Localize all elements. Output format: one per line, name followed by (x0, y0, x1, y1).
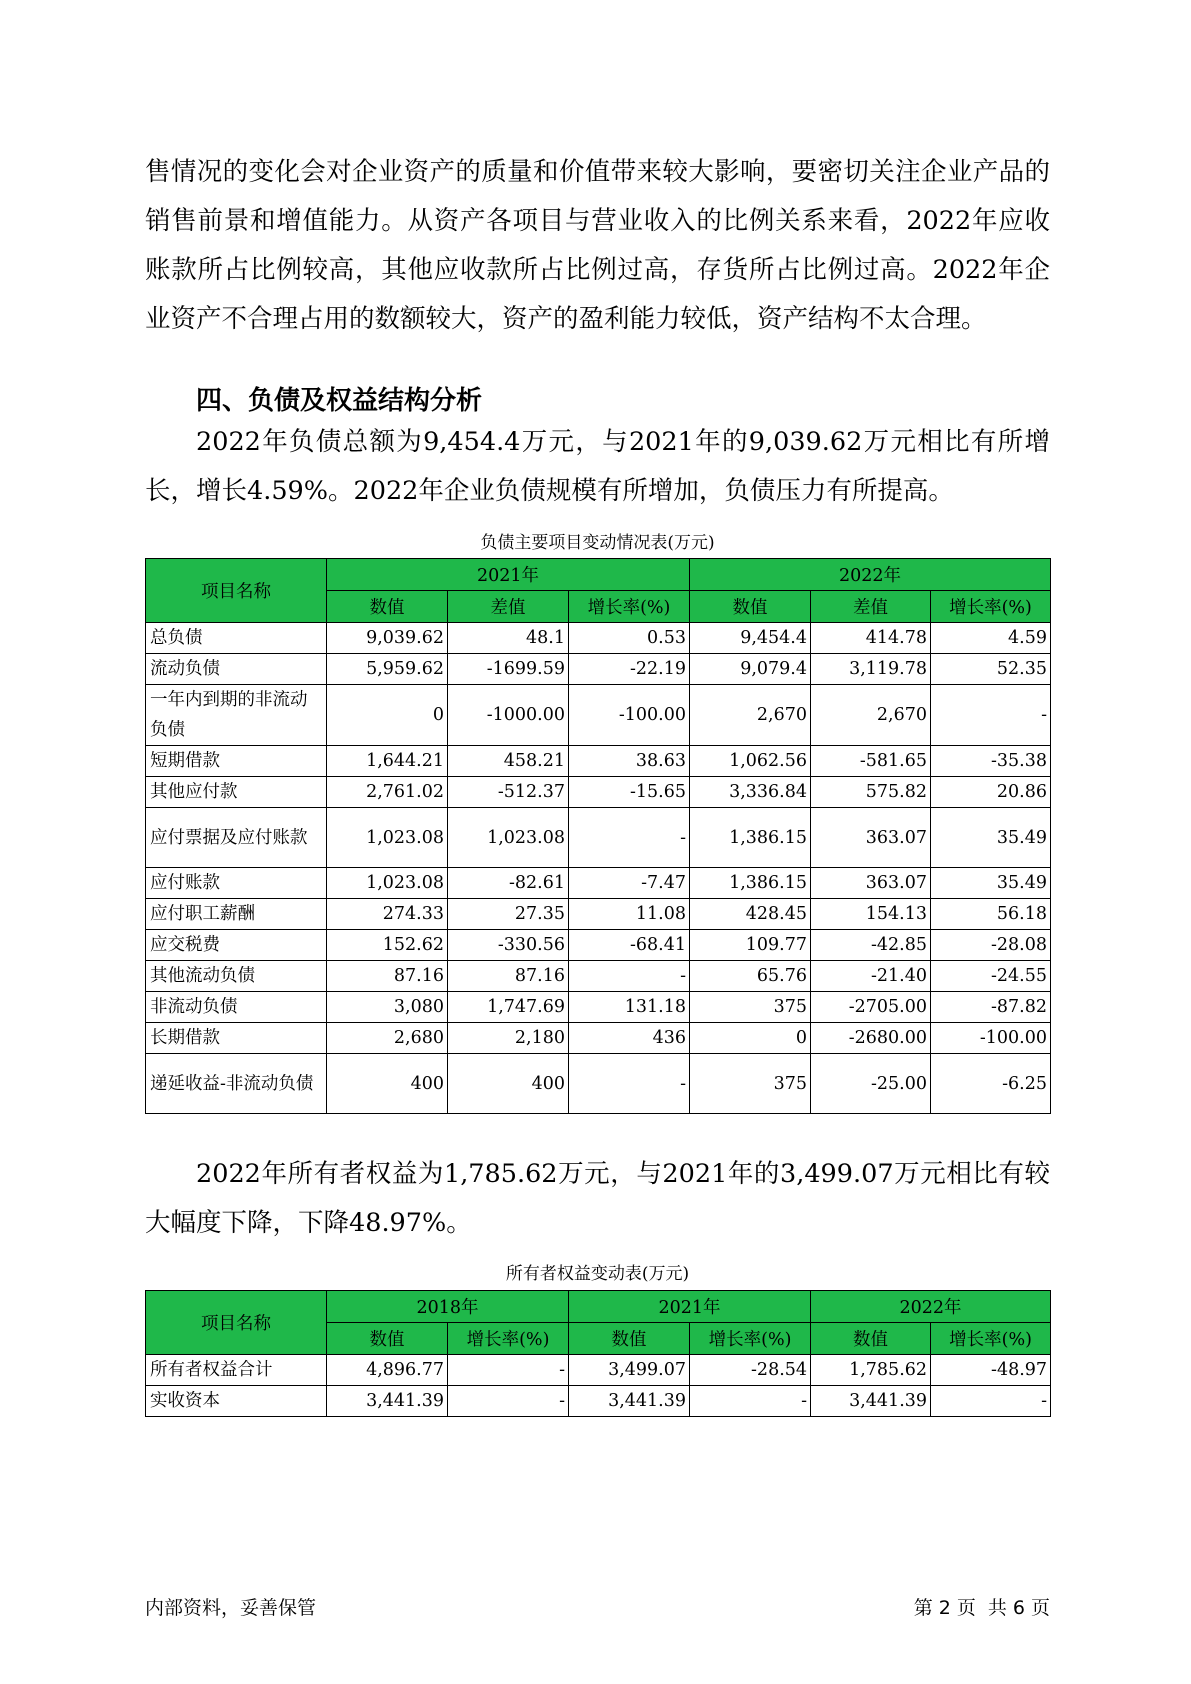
table-cell: 363.07 (811, 868, 931, 899)
table-cell: -21.40 (811, 961, 931, 992)
table-cell: 131.18 (569, 992, 690, 1023)
table-cell: 154.13 (811, 899, 931, 930)
table-cell: 9,454.4 (690, 623, 811, 654)
table-cell: 9,039.62 (327, 623, 448, 654)
table-cell: 65.76 (690, 961, 811, 992)
table-cell: -330.56 (448, 930, 569, 961)
table-cell: 1,386.15 (690, 808, 811, 868)
row-label: 其他应付款 (146, 777, 327, 808)
table-cell: - (448, 1386, 569, 1417)
table-row (146, 930, 1051, 961)
table-row (146, 623, 1051, 654)
table-cell: - (569, 808, 690, 868)
footer-page-indicator (911, 1593, 1053, 1620)
table-cell: 1,023.08 (448, 808, 569, 868)
table-cell: 9,079.4 (690, 654, 811, 685)
section-heading: 四、负债及权益结构分析 (196, 386, 483, 416)
equity-table-caption: 所有者权益变动表(万元) (505, 1264, 690, 1284)
table-cell: 1,023.08 (327, 868, 448, 899)
table-cell: 0.53 (569, 623, 690, 654)
table-cell: 436 (569, 1023, 690, 1054)
table-cell: 3,119.78 (811, 654, 931, 685)
footer-confidential-note: 内部资料，妥善保管 (145, 1597, 317, 1619)
table-cell: -1699.59 (448, 654, 569, 685)
table-cell: 4,896.77 (327, 1355, 448, 1386)
table-cell: - (569, 1054, 690, 1114)
page-number: 2 (938, 1597, 951, 1619)
equity-table (145, 1290, 1051, 1417)
table-cell: 3,336.84 (690, 777, 811, 808)
row-label: 一年内到期的非流动负债 (146, 685, 327, 746)
table-row (146, 1386, 1051, 1417)
table-row (146, 899, 1051, 930)
table-cell: -2680.00 (811, 1023, 931, 1054)
table-cell: 3,499.07 (569, 1355, 690, 1386)
table-cell: 11.08 (569, 899, 690, 930)
row-label: 实收资本 (146, 1386, 327, 1417)
table-cell: 87.16 (448, 961, 569, 992)
header-year: 2018年 (327, 1291, 569, 1323)
table-row (146, 746, 1051, 777)
total-unit: 页 (1030, 1597, 1050, 1619)
table-row (146, 685, 1051, 746)
table-cell: -512.37 (448, 777, 569, 808)
table-cell: 87.16 (327, 961, 448, 992)
header-year: 2021年 (327, 559, 690, 591)
table-cell: - (931, 685, 1051, 746)
table-cell: 1,386.15 (690, 868, 811, 899)
table-cell: 2,680 (327, 1023, 448, 1054)
table-cell: 575.82 (811, 777, 931, 808)
table-cell: 48.1 (448, 623, 569, 654)
row-label: 流动负债 (146, 654, 327, 685)
table-cell: 56.18 (931, 899, 1051, 930)
table-cell: -28.08 (931, 930, 1051, 961)
table-row (146, 961, 1051, 992)
table-cell: 35.49 (931, 868, 1051, 899)
table-cell: -28.54 (690, 1355, 811, 1386)
table-cell: -6.25 (931, 1054, 1051, 1114)
subheader: 数值 (327, 1323, 448, 1355)
subheader: 数值 (569, 1323, 690, 1355)
total-prefix: 共 (987, 1597, 1007, 1619)
row-label: 所有者权益合计 (146, 1355, 327, 1386)
table-cell: 428.45 (690, 899, 811, 930)
table-cell: 4.59 (931, 623, 1051, 654)
table-cell: 0 (327, 685, 448, 746)
table-cell: 0 (690, 1023, 811, 1054)
table-cell: 3,441.39 (569, 1386, 690, 1417)
subheader: 增长率(%) (931, 1323, 1051, 1355)
table-row (146, 992, 1051, 1023)
row-label: 应付职工薪酬 (146, 899, 327, 930)
table-cell: 35.49 (931, 808, 1051, 868)
table-cell: 458.21 (448, 746, 569, 777)
row-label: 其他流动负债 (146, 961, 327, 992)
liability-table-caption: 负债主要项目变动情况表(万元) (480, 533, 715, 553)
table-cell: 375 (690, 992, 811, 1023)
table-row (146, 654, 1051, 685)
subheader: 增长率(%) (690, 1323, 811, 1355)
equity-paragraph: 2022年所有者权益为1,785.62万元，与2021年的3,499.07万元相比有较大幅度下降，下降48.97%。 (145, 1159, 1050, 1238)
table-row (146, 868, 1051, 899)
table-cell: -24.55 (931, 961, 1051, 992)
subheader: 数值 (811, 1323, 931, 1355)
table-cell: 2,761.02 (327, 777, 448, 808)
table-row (146, 1355, 1051, 1386)
row-label: 应交税费 (146, 930, 327, 961)
header-year: 2022年 (811, 1291, 1051, 1323)
table-cell: 363.07 (811, 808, 931, 868)
table-cell: -87.82 (931, 992, 1051, 1023)
table-cell: -15.65 (569, 777, 690, 808)
table-cell: -48.97 (931, 1355, 1051, 1386)
header-project-name: 项目名称 (146, 559, 327, 623)
intro-paragraph: 售情况的变化会对企业资产的质量和价值带来较大影响，要密切关注企业产品的销售前景和增值能力。从资产各项目与营业收入的比例关系来看，2022年应收账款所占比例较高，其他应收款所占比例过高，存货所占比例过高。2022年企业资产不合理占用的数额较大，资产的盈利能力较低，资产结构不太合理。 (145, 157, 1050, 334)
row-label: 总负债 (146, 623, 327, 654)
table-cell: 52.35 (931, 654, 1051, 685)
table-cell: 1,747.69 (448, 992, 569, 1023)
table-cell: 109.77 (690, 930, 811, 961)
subheader: 数值 (690, 591, 811, 623)
table-cell: 20.86 (931, 777, 1051, 808)
header-year: 2022年 (690, 559, 1051, 591)
table-cell: -82.61 (448, 868, 569, 899)
table-cell: 1,062.56 (690, 746, 811, 777)
total-pages: 6 (1012, 1597, 1025, 1619)
table-cell: - (569, 961, 690, 992)
table-cell: -100.00 (569, 685, 690, 746)
table-cell: 3,441.39 (811, 1386, 931, 1417)
header-project-name: 项目名称 (146, 1291, 327, 1355)
table-row (146, 808, 1051, 868)
liability-table (145, 558, 1051, 1114)
row-label: 递延收益-非流动负债 (146, 1054, 327, 1114)
table-cell: 2,180 (448, 1023, 569, 1054)
subheader: 差值 (811, 591, 931, 623)
table-cell: -1000.00 (448, 685, 569, 746)
table-cell: -2705.00 (811, 992, 931, 1023)
header-year: 2021年 (569, 1291, 811, 1323)
subheader: 增长率(%) (931, 591, 1051, 623)
page-prefix: 第 (913, 1597, 933, 1619)
table-cell: 1,785.62 (811, 1355, 931, 1386)
subheader: 增长率(%) (569, 591, 690, 623)
table-cell: 3,441.39 (327, 1386, 448, 1417)
page-unit: 页 (956, 1597, 976, 1619)
table-row (146, 777, 1051, 808)
table-cell: - (448, 1355, 569, 1386)
table-cell: 274.33 (327, 899, 448, 930)
row-label: 长期借款 (146, 1023, 327, 1054)
table-cell: -25.00 (811, 1054, 931, 1114)
table-cell: -42.85 (811, 930, 931, 961)
table-cell: -100.00 (931, 1023, 1051, 1054)
table-cell: - (931, 1386, 1051, 1417)
table-cell: 400 (448, 1054, 569, 1114)
subheader: 数值 (327, 591, 448, 623)
table-cell: 3,080 (327, 992, 448, 1023)
table-cell: -581.65 (811, 746, 931, 777)
row-label: 短期借款 (146, 746, 327, 777)
table-cell: 27.35 (448, 899, 569, 930)
table-cell: - (690, 1386, 811, 1417)
table-cell: 1,644.21 (327, 746, 448, 777)
table-cell: 414.78 (811, 623, 931, 654)
table-cell: -7.47 (569, 868, 690, 899)
table-cell: -22.19 (569, 654, 690, 685)
table-cell: 5,959.62 (327, 654, 448, 685)
table-cell: 1,023.08 (327, 808, 448, 868)
row-label: 应付票据及应付账款 (146, 808, 327, 868)
row-label: 应付账款 (146, 868, 327, 899)
table-cell: 2,670 (690, 685, 811, 746)
subheader: 差值 (448, 591, 569, 623)
table-cell: 375 (690, 1054, 811, 1114)
table-cell: -35.38 (931, 746, 1051, 777)
table-cell: 38.63 (569, 746, 690, 777)
table-cell: -68.41 (569, 930, 690, 961)
table-cell: 400 (327, 1054, 448, 1114)
liability-paragraph: 2022年负债总额为9,454.4万元，与2021年的9,039.62万元相比有所增长，增长4.59%。2022年企业负债规模有所增加，负债压力有所提高。 (145, 427, 1050, 506)
table-cell: 152.62 (327, 930, 448, 961)
row-label: 非流动负债 (146, 992, 327, 1023)
table-row (146, 1023, 1051, 1054)
table-row (146, 1054, 1051, 1114)
subheader: 增长率(%) (448, 1323, 569, 1355)
table-cell: 2,670 (811, 685, 931, 746)
